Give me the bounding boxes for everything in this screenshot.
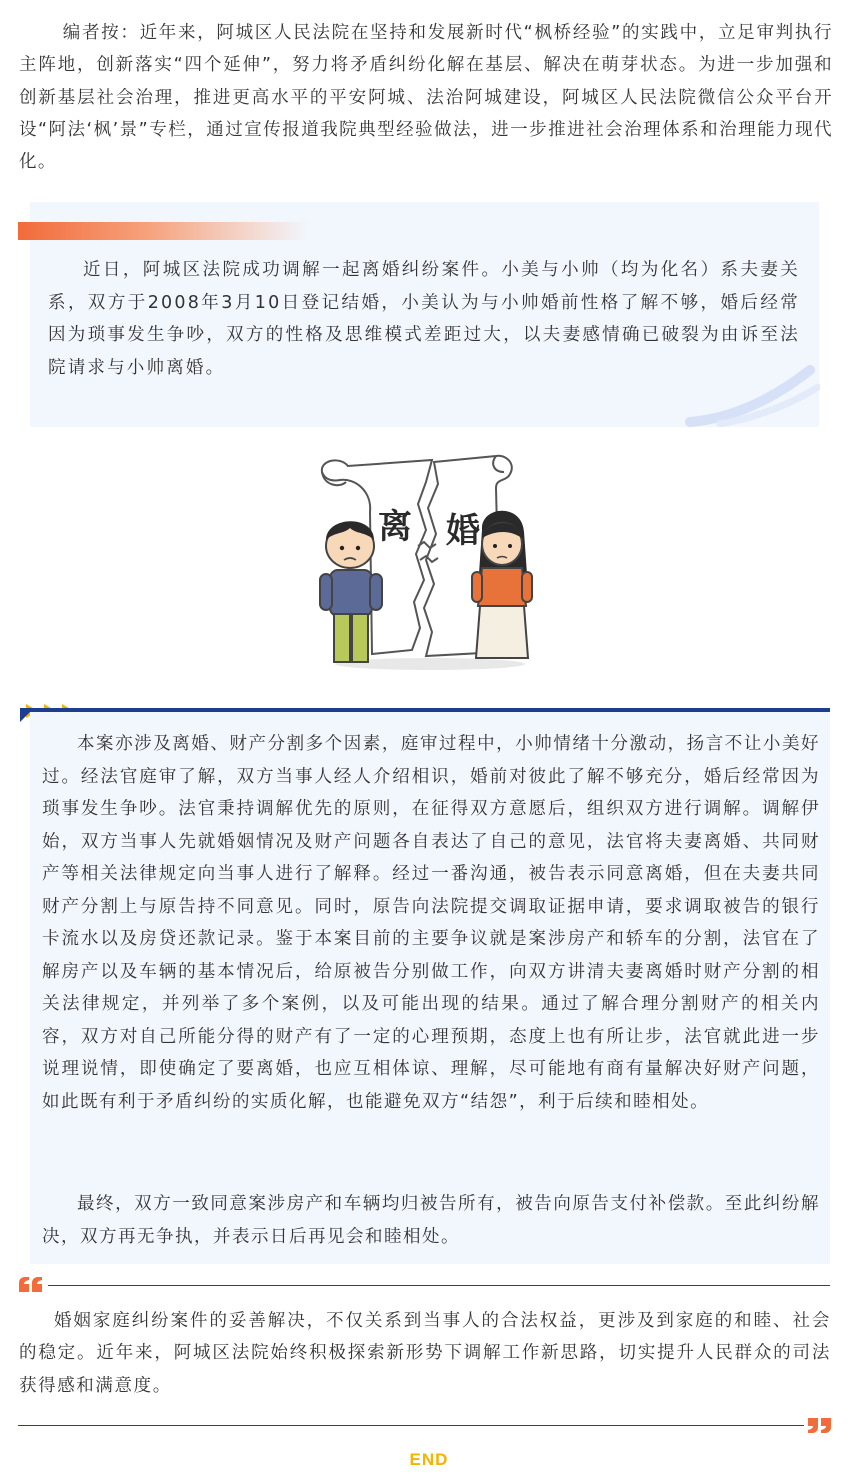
close-quote-icon [806, 1416, 832, 1434]
character-li: 离 [378, 507, 412, 547]
case-paragraph-1: 本案亦涉及离婚、财产分割多个因素，庭审过程中，小帅情绪十分激动，扬言不让小美好过。经法官庭审了解，双方当事人经人介绍相识，婚前对彼此了解不够充分，婚后经常因为琐事发生争吵。法官秉持调解优先的原则，在征得双方意愿后，组织双方进行调解。调解伊始，双方当事人先就婚姻情况及财产问题各自表达了自己的意见，法官将夫妻离婚、共同财产等相关法律规定向当事人进行了解释。经过一番沟通，被告表示同意离婚，但在夫妻共同财产分割上与原告持不同意见。同时，原告向法院提交调取证据申请，要求调取被告的银行卡流水以及房贷还款记录。鉴于本案目前的主要争议就是案涉房产和轿车的分割，法官在了解房产以及车辆的基本情况后，给原被告分别做工作，向双方讲清夫妻离婚时财产分割的相关法律规定，并列举了多个案例，以及可能出现的结果。通过了解合理分割财产的相关内容，双方对自己所能分得的财产有了一定的心理预期，态度上也有所让步，法官就此进一步说理说情，即使确定了要离婚，也应互相体谅、理解，尽可能地有商有量解决好财产问题，如此既有利于矛盾纠纷的实质化解，也能避免双方“结怨”，利于后续和睦相处。 [42, 734, 820, 1112]
story-box-accent-bar [18, 222, 308, 240]
case-paragraph-2: 最终，双方一致同意案涉房产和车辆均归被告所有，被告向原告支付补偿款。至此纠纷解决，双方再无争执，并表示日后再见会和睦相处。 [42, 1194, 820, 1247]
divorce-illustration [300, 442, 558, 676]
quote-divider-bottom [18, 1425, 804, 1426]
editor-note: 编者按：近年来，阿城区人民法院在坚持和发展新时代“枫桥经验”的实践中，立足审判执行主阵地，创新落实“四个延伸”，努力将矛盾纠纷化解在基层、解决在萌芽状态。为进一步加强和创新基层社会治理，推进更高水平的平安阿城、法治阿城建设，阿城区人民法院微信公众平台开设“阿法‘枫’景”专栏，通过宣传报道我院典型经验做法，进一步推进社会治理体系和治理能力现代化。 [19, 23, 833, 173]
closing-paragraph: 婚姻家庭纠纷案件的妥善解决，不仅关系到当事人的合法权益，更涉及到家庭的和睦、社会的稳定。近年来，阿城区法院始终积极探索新形势下调解工作新思路，切实提升人民群众的司法获得感和满意度。 [19, 1311, 831, 1396]
quote-divider-top [48, 1285, 830, 1286]
story-paragraph: 近日，阿城区法院成功调解一起离婚纠纷案件。小美与小帅（均为化名）系夫妻关系，双方于2008年3月10日登记结婚，小美认为与小帅婚前性格了解不够，婚后经常因为琐事发生争吵，双方的性格及思维模式差距过大，以夫妻感情确已破裂为由诉至法院请求与小帅离婚。 [48, 260, 800, 378]
open-quote-icon [18, 1276, 44, 1294]
character-hun: 婚 [446, 511, 480, 551]
end-label: END [409, 1450, 449, 1469]
